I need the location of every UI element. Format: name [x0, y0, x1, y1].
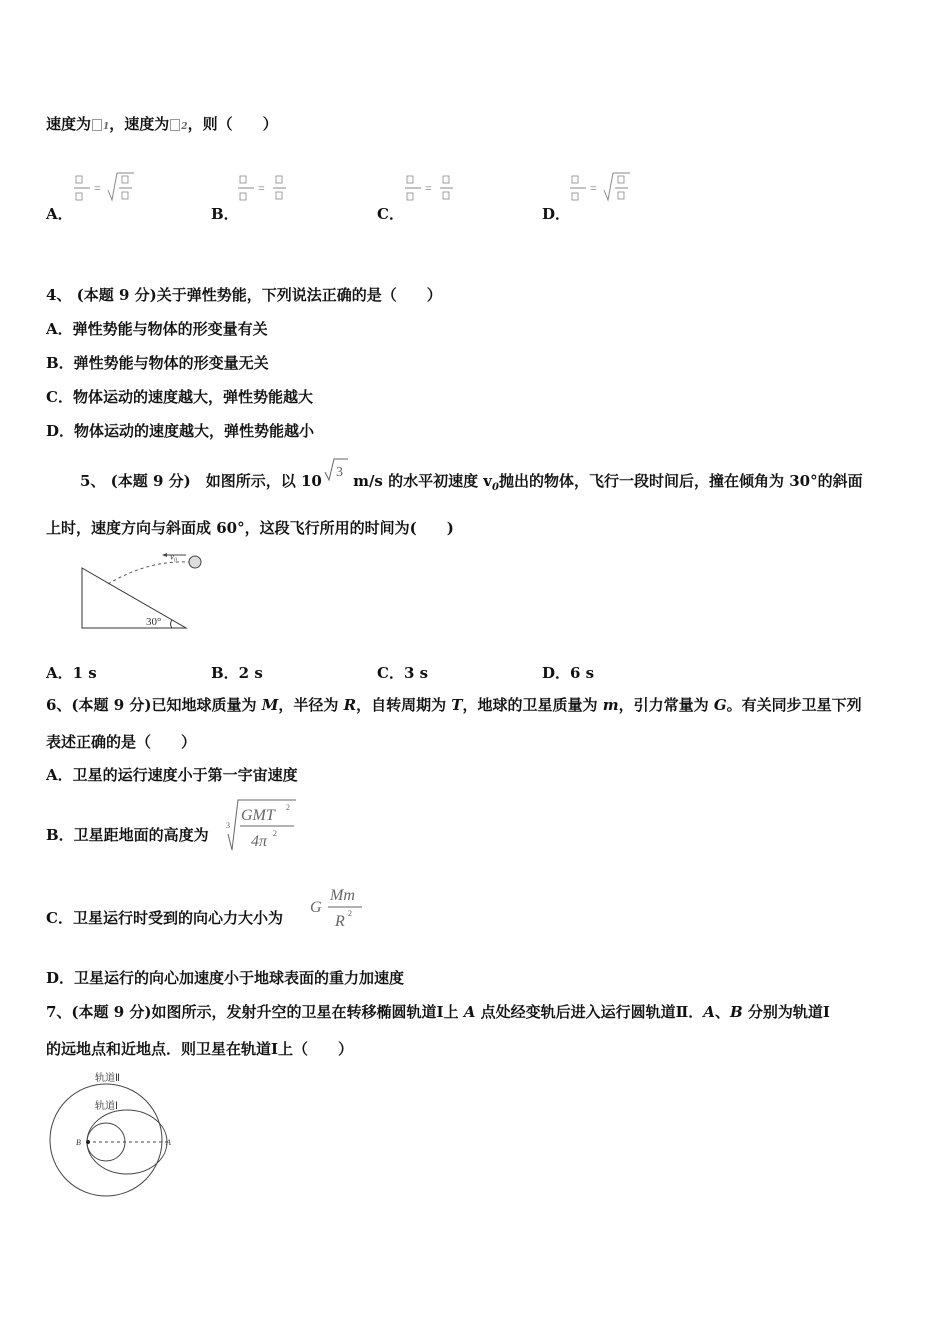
svg-text:2: 2 — [286, 803, 290, 812]
q7-stem-line1: 7、(本题 9 分)如图所示，发射升空的卫星在转移椭圆轨道Ⅰ上 A 点处经变轨后进入运行圆轨道Ⅱ．A、B 分别为轨道Ⅰ — [46, 1003, 830, 1021]
point-a-label: A — [166, 1138, 171, 1147]
q5-stem-line2: 上时，速度方向与斜面成 60°，这段飞行所用的时间为( ) — [46, 519, 454, 537]
orbit-ii-label: 轨道Ⅱ — [95, 1073, 120, 1084]
angle-arc-icon — [171, 620, 173, 628]
svg-text:R: R — [335, 913, 345, 930]
formula-ratio-sqrt-icon — [72, 170, 142, 210]
svg-text:=: = — [590, 181, 597, 195]
q6-option-d[interactable]: D．卫星运行的向心加速度小于地球表面的重力加速度 — [46, 969, 405, 987]
q4-option-a[interactable]: A．弹性势能与物体的形变量有关 — [46, 320, 268, 338]
q5-option-b[interactable]: B．2 s — [211, 664, 263, 682]
missing-symbol-icon — [170, 119, 180, 131]
svg-text:4π: 4π — [251, 833, 268, 850]
formula-ratio-icon — [403, 170, 463, 210]
q4-stem: 4、 (本题 9 分)关于弹性势能，下列说法正确的是（ ） — [46, 286, 442, 304]
svg-text:=: = — [94, 181, 101, 195]
sqrt-three — [322, 465, 348, 488]
ball-icon — [189, 556, 201, 568]
formula-gravity-icon — [308, 880, 368, 932]
orbit-i-label: 轨道Ⅰ — [95, 1101, 118, 1112]
svg-text:Mm: Mm — [330, 887, 355, 904]
q4-option-c[interactable]: C．物体运动的速度越大，弹性势能越大 — [46, 388, 313, 406]
q4-option-b[interactable]: B．弹性势能与物体的形变量无关 — [46, 354, 269, 372]
q6-option-c[interactable]: C．卫星运行时受到的向心力大小为 — [46, 909, 283, 927]
point-b-label: B — [76, 1138, 81, 1147]
q6-stem-line2: 表述正确的是（ ） — [46, 733, 197, 751]
q5-option-c[interactable]: C．3 s — [377, 664, 429, 682]
formula-cuberoot-icon — [224, 798, 304, 854]
point-b-dot — [86, 1140, 90, 1144]
orbit-figure — [44, 1068, 180, 1202]
q5-option-a[interactable]: A．1 s — [46, 664, 97, 682]
q6-option-a[interactable]: A．卫星的运行速度小于第一宇宙速度 — [46, 766, 298, 784]
q3-tail-line: 速度为 1，速度为 2，则（ ） — [46, 115, 278, 133]
arrowhead-icon — [162, 553, 167, 557]
svg-text:GMT: GMT — [241, 807, 275, 824]
q5-stem-line1: 5、 (本题 9 分) 如图所示，以 10 3 m/s 的水平初速度 $v_0$抛出的物体，飞行一段时间后，撞在倾角为 30°的斜面 — [80, 468, 863, 498]
angle-label: 30° — [146, 616, 162, 628]
svg-text:G: G — [310, 899, 322, 916]
q4-option-d[interactable]: D．物体运动的速度越大，弹性势能越小 — [46, 422, 315, 440]
svg-text:=: = — [258, 181, 265, 195]
formula-ratio-icon — [236, 170, 296, 210]
formula-ratio-sqrt-icon — [568, 170, 638, 210]
v0-label: v₀ — [170, 552, 178, 562]
trajectory-path — [108, 562, 190, 584]
missing-symbol-icon — [92, 119, 102, 131]
q7-stem-line2: 的远地点和近地点．则卫星在轨道Ⅰ上（ ） — [46, 1040, 354, 1058]
svg-text:3: 3 — [226, 821, 230, 830]
incline-triangle — [82, 568, 186, 628]
svg-text:3: 3 — [335, 465, 343, 480]
q6-stem-line1: 6、(本题 9 分)已知地球质量为 M，半径为 R，自转周期为 T，地球的卫星质量为 m，引力常量为 G。有关同步卫星下列 — [46, 696, 862, 714]
svg-text:2: 2 — [273, 829, 277, 838]
q6-option-b[interactable]: B．卫星距地面的高度为 — [46, 826, 209, 844]
svg-text:=: = — [425, 181, 432, 195]
incline-figure — [78, 552, 208, 632]
q5-option-d[interactable]: D．6 s — [542, 664, 595, 682]
svg-text:2: 2 — [348, 909, 352, 918]
